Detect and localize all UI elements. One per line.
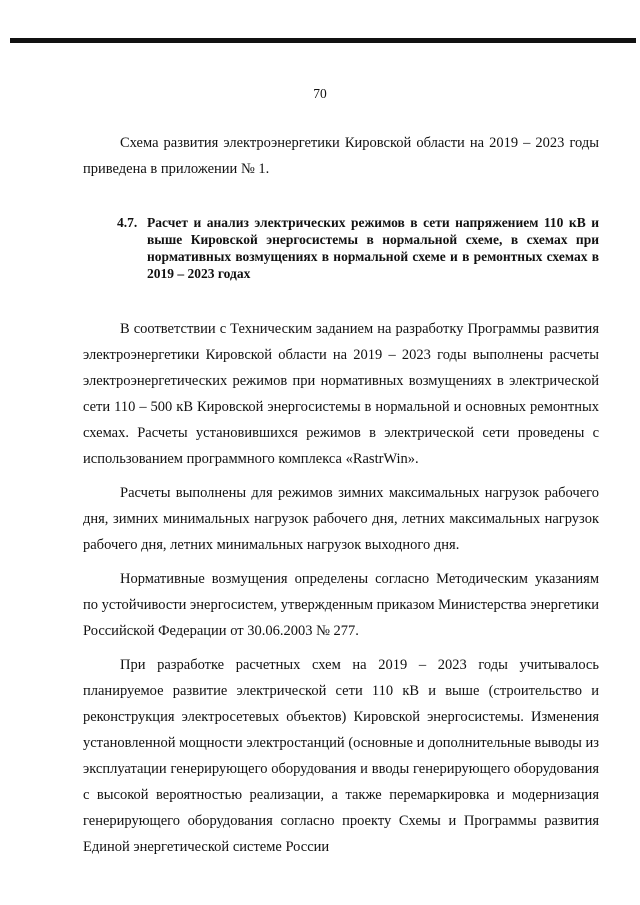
paragraph-load-modes: Расчеты выполнены для режимов зимних максимальных нагрузок рабочего дня, зимних минимальных нагрузок рабочего дня, летних максимальных нагрузок рабочего дня, летних минимальных нагрузок выходного дня. [83, 485, 599, 553]
section-heading [117, 214, 599, 282]
paragraph-technical-assignment: В соответствии с Техническим заданием на разработку Программы развития электроэнергетики Кировской области на 2019 – 2023 годы выполнены расчеты электроэнергетических режимов при нормативных возмущениях в электрической сети 110 – 500 кВ Кировской энергосистемы в нормальной и основных ремонтных схемах. Расчеты установившихся режимов в электрической сети проведены с использованием программного комплекса «RastrWin». [83, 321, 599, 467]
intro-paragraph: Схема развития электроэнергетики Кировской области на 2019 – 2023 годы приведена в приложении № 1. [83, 135, 599, 177]
paragraph-planned-development: При разработке расчетных схем на 2019 – 2023 годы учитывалось планируемое развитие электрической сети 110 кВ и выше (строительство и реконструкция электросетевых объектов) Кировской энергосистемы. Изменения установленной мощности электростанций (основные и дополнительные выводы из эксплуатации генерирующего оборудования и вводы генерирующего оборудования с высокой вероятностью реализации, а также перемаркировка и модернизация генерирующего оборудования согласно проекту Схемы и Программы развития Единой энергетической системе России [83, 657, 599, 855]
paragraph-normative-disturbances: Нормативные возмущения определены согласно Методическим указаниям по устойчивости энергосистем, утвержденным приказом Министерства энергетики Российской Федерации от 30.06.2003 № 277. [83, 571, 599, 639]
header-rule [10, 38, 636, 43]
section-number: 4.7. [117, 215, 138, 230]
document-body [83, 130, 599, 860]
section-body [83, 316, 599, 860]
page-number: 70 [313, 86, 327, 101]
section-title: Расчет и анализ электрических режимов в сети напряжением 110 кВ и выше Кировской энергосистемы в нормальной схеме, в схемах при нормативных возмущениях в нормальной схеме и в ремонтных схемах в 2019 – 2023 годах [147, 215, 599, 281]
